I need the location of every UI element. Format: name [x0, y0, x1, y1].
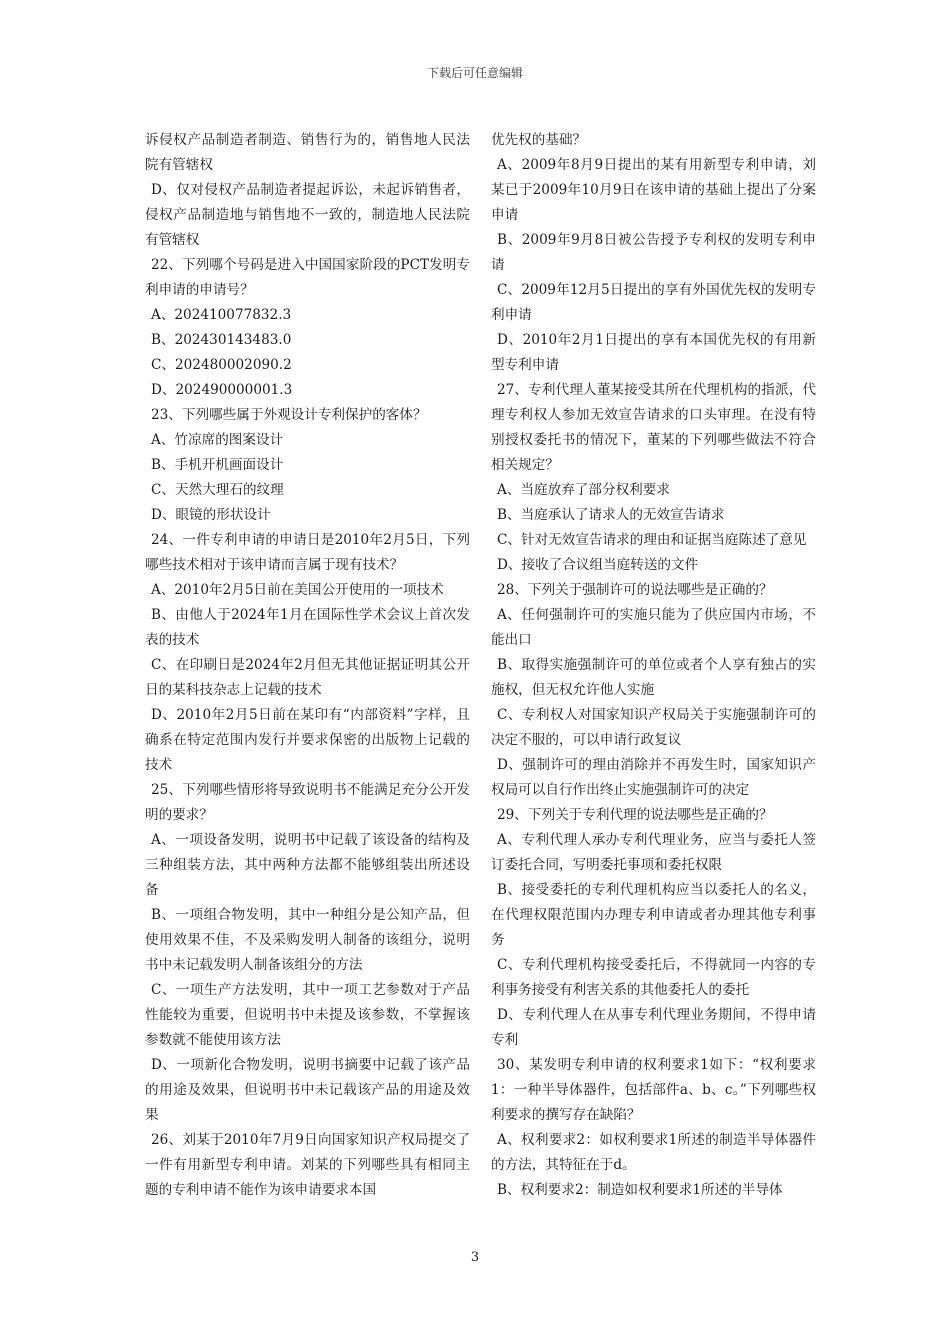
text-paragraph: C、专利代理机构接受委托后，不得就同一内容的专利事务接受有利害关系的其他委托人的委托: [491, 957, 816, 998]
text-paragraph: B、2009年9月8日被公告授予专利权的发明专利申请: [491, 232, 816, 273]
right-column: [491, 128, 816, 1203]
text-paragraph: A、竹凉席的图案设计: [151, 432, 284, 448]
text-paragraph: B、权利要求2：制造如权利要求1所述的半导体: [497, 1182, 783, 1198]
text-paragraph: 24、一件专利申请的申请日是2010年2月5日，下列哪些技术相对于该申请而言属于现有技术？: [145, 532, 470, 573]
text-paragraph: 26、刘某于2010年7月9日向国家知识产权局提交了一件有用新型专利申请。刘某的下列哪些具有相同主题的专利申请不能作为该申请要求本国: [145, 1132, 470, 1198]
text-paragraph: C、针对无效宣告请求的理由和证据当庭陈述了意见: [497, 532, 807, 548]
text-paragraph: 27、专利代理人董某接受其所在代理机构的指派，代理专利权人参加无效宣告请求的口头审理。在没有特别授权委托书的情况下，董某的下列哪些做法不符合相关规定？: [491, 382, 816, 473]
text-paragraph: B、接受委托的专利代理机构应当以委托人的名义，在代理权限范围内办理专利申请或者办理其他专利事务: [491, 882, 816, 948]
text-paragraph: A、权利要求2：如权利要求1所述的制造半导体器件的方法，其特征在于d。: [491, 1132, 816, 1173]
text-paragraph: C、专利权人对国家知识产权局关于实施强制许可的决定不服的，可以申请行政复议: [491, 707, 816, 748]
text-paragraph: D、202490000001.3: [151, 382, 293, 398]
text-paragraph: C、在印刷日是2024年2月但无其他证据证明其公开日的某科技杂志上记载的技术: [145, 657, 470, 698]
text-paragraph: D、眼镜的形状设计: [151, 507, 271, 523]
text-paragraph: A、2009年8月9日提出的某有用新型专利申请，刘某已于2009年10月9日在该申请的基础上提出了分案申请: [491, 157, 816, 223]
text-paragraph: C、一项生产方法发明，其中一项工艺参数对于产品性能较为重要，但说明书中未提及该参数，不掌握该参数就不能使用该方法: [145, 982, 470, 1048]
text-paragraph: 诉侵权产品制造者制造、销售行为的，销售地人民法院有管辖权: [145, 132, 470, 173]
text-paragraph: A、专利代理人承办专利代理业务，应当与委托人签订委托合同，写明委托事项和委托权限: [491, 832, 816, 873]
text-paragraph: A、2010年2月5日前在美国公开使用的一项技术: [151, 582, 444, 598]
text-paragraph: A、当庭放弃了部分权利要求: [497, 482, 670, 498]
text-paragraph: D、2010年2月1日提出的享有本国优先权的有用新型专利申请: [491, 332, 816, 373]
left-column: [145, 128, 470, 1203]
text-paragraph: C、2009年12月5日提出的享有外国优先权的发明专利申请: [491, 282, 816, 323]
text-paragraph: B、取得实施强制许可的单位或者个人享有独占的实施权，但无权允许他人实施: [491, 657, 816, 698]
page-number: 3: [470, 1250, 480, 1265]
text-paragraph: D、仅对侵权产品制造者提起诉讼，未起诉销售者，侵权产品制造地与销售地不一致的，制造地人民法院有管辖权: [145, 182, 470, 248]
text-paragraph: D、接收了合议组当庭转送的文件: [497, 557, 699, 573]
text-paragraph: D、专利代理人在从事专利代理业务期间，不得申请专利: [491, 1007, 816, 1048]
text-paragraph: B、由他人于2024年1月在国际性学术会议上首次发表的技术: [145, 607, 470, 648]
text-paragraph: 22、下列哪个号码是进入中国国家阶段的PCT发明专利申请的申请号？: [145, 257, 470, 298]
text-paragraph: A、202410077832.3: [151, 307, 292, 323]
text-paragraph: B、一项组合物发明，其中一种组分是公知产品，但使用效果不佳，不及采购发明人制备的该组分，说明书中未记载发明人制备该组分的方法: [145, 907, 470, 973]
text-paragraph: C、202480002090.2: [151, 357, 292, 373]
text-paragraph: 28、下列关于强制许可的说法哪些是正确的？: [497, 582, 773, 598]
text-paragraph: 29、下列关于专利代理的说法哪些是正确的？: [497, 807, 773, 823]
text-paragraph: C、天然大理石的纹理: [151, 482, 284, 498]
text-paragraph: B、202430143483.0: [151, 332, 292, 348]
text-paragraph: 优先权的基础？: [491, 132, 587, 148]
text-paragraph: 25、下列哪些情形将导致说明书不能满足充分公开发明的要求？: [145, 782, 470, 823]
text-paragraph: A、任何强制许可的实施只能为了供应国内市场，不能出口: [491, 607, 816, 648]
page-header: 下载后可任意编辑: [426, 66, 523, 80]
text-paragraph: B、当庭承认了请求人的无效宣告请求: [497, 507, 725, 523]
text-paragraph: B、手机开机画面设计: [151, 457, 284, 473]
text-paragraph: D、一项新化合物发明，说明书摘要中记载了该产品的用途及效果，但说明书中未记载该产品的用途及效果: [145, 1057, 470, 1123]
text-paragraph: 23、下列哪些属于外观设计专利保护的客体？: [151, 407, 427, 423]
text-paragraph: D、2010年2月5日前在某印有“内部资料”字样，且确系在特定范围内发行并要求保密的出版物上记载的技术: [145, 707, 470, 773]
text-paragraph: A、一项设备发明，说明书中记载了该设备的结构及三种组装方法，其中两种方法都不能够组装出所述设备: [145, 832, 470, 898]
text-paragraph: D、强制许可的理由消除并不再发生时，国家知识产权局可以自行作出终止实施强制许可的决定: [491, 757, 816, 798]
text-paragraph: 30、某发明专利申请的权利要求1如下：“权利要求1：一种半导体器件，包括部件a、b、c。”下列哪些权利要求的撰写存在缺陷？: [491, 1057, 816, 1123]
